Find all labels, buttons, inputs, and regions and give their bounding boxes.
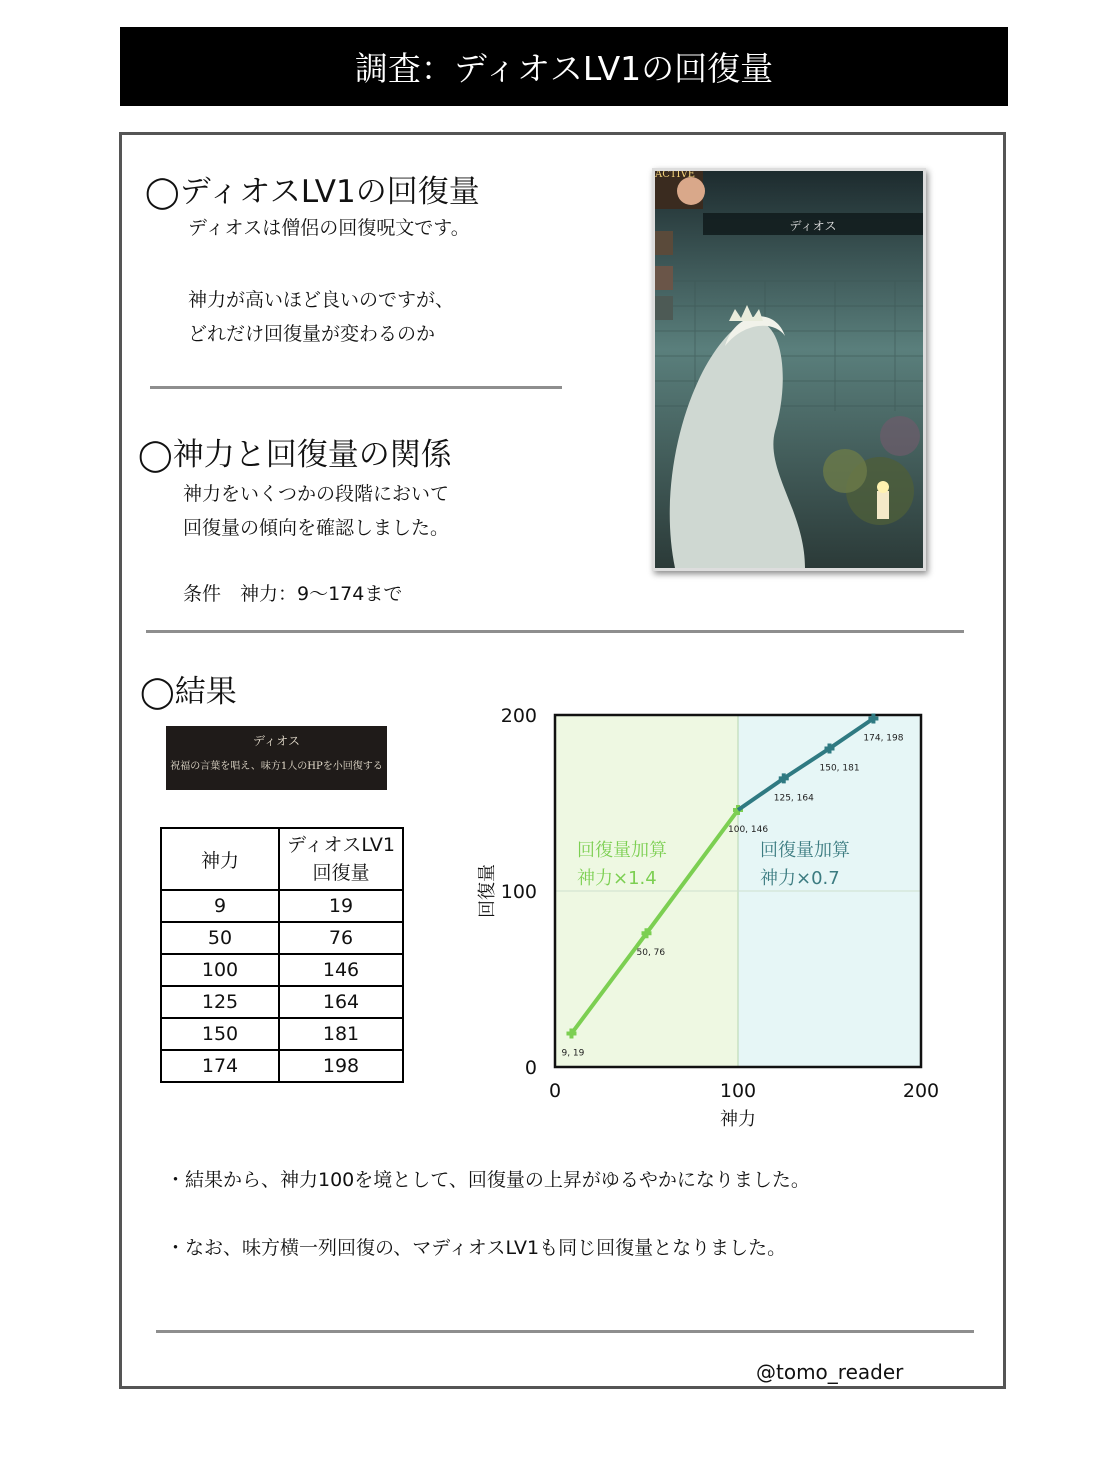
- table-cell: 125: [161, 986, 279, 1018]
- section-heading-relation: ◯神力と回復量の関係: [138, 437, 452, 473]
- active-label: ACTIVE: [655, 169, 696, 180]
- table-header-line: 回復量: [312, 862, 370, 884]
- divider: [150, 386, 562, 389]
- table-header-cell: 神力: [161, 828, 279, 890]
- result-note-2: ・なお、味方横一列回復の、マディオスLV1も同じ回復量となりました。: [166, 1237, 787, 1259]
- chart-data-label: 125, 164: [773, 793, 814, 804]
- chart-data-label: 9, 19: [561, 1048, 585, 1059]
- table-header-cell: [279, 828, 403, 890]
- table-cell: 9: [161, 890, 279, 922]
- chart-data-label: 150, 181: [819, 763, 860, 774]
- section-heading-results: ◯結果: [140, 674, 237, 710]
- table-cell: 76: [279, 922, 403, 954]
- chart-region-label: 回復量加算: [760, 839, 850, 861]
- divider: [156, 1330, 974, 1333]
- chart-data-label: 50, 76: [636, 948, 666, 959]
- page-title: 調査：ディオスLV1の回復量: [354, 49, 774, 88]
- chart-region-formula: 神力×1.4: [577, 867, 657, 889]
- section1-text-1: ディオスは僧侶の回復呪文です。: [188, 217, 470, 239]
- results-table: [160, 827, 404, 1083]
- author-handle: @tomo_reader: [756, 1360, 904, 1384]
- page-title-bar: [120, 27, 1008, 106]
- heal-amount-chart: [460, 690, 960, 1130]
- chart-y-tick-label: 0: [524, 1057, 537, 1079]
- divider: [146, 630, 964, 633]
- skill-card-title: ディオス: [253, 734, 300, 748]
- table-header-line: ディオスLV1: [287, 834, 395, 856]
- section-heading-dios-heal: ◯ディオスLV1の回復量: [145, 174, 480, 210]
- spell-name-banner: ディオス: [789, 219, 837, 233]
- chart-data-label: 100, 146: [728, 825, 769, 836]
- section2-text-2: 回復量の傾向を確認しました。: [183, 517, 450, 539]
- chart-y-tick-label: 100: [500, 881, 537, 903]
- table-row: [161, 922, 403, 954]
- skill-card-description: 祝福の言葉を唱え、味方1人のHPを小回復する: [170, 761, 383, 772]
- table-cell: 198: [279, 1050, 403, 1082]
- table-row: [161, 954, 403, 986]
- table-cell: 50: [161, 922, 279, 954]
- table-row: [161, 1018, 403, 1050]
- chart-x-tick-label: 100: [719, 1080, 757, 1102]
- skill-description-card: [166, 726, 387, 790]
- chart-region-label: 回復量加算: [577, 839, 667, 861]
- table-row: [161, 986, 403, 1018]
- chart-data-label: 174, 198: [863, 733, 904, 744]
- chart-x-axis-label: 神力: [720, 1109, 756, 1130]
- chart-y-axis-label: 回復量: [477, 864, 498, 918]
- section1-text-2: 神力が高いほど良いのですが、: [188, 289, 455, 311]
- table-cell: 150: [161, 1018, 279, 1050]
- table-header-row: [161, 828, 403, 890]
- chart-x-tick-label: 0: [548, 1080, 562, 1102]
- section2-text-1: 神力をいくつかの段階において: [183, 483, 450, 505]
- table-cell: 181: [279, 1018, 403, 1050]
- table-cell: 146: [279, 954, 403, 986]
- table-cell: 100: [161, 954, 279, 986]
- section1-text-3: どれだけ回復量が変わるのか: [188, 323, 436, 345]
- table-cell: 164: [279, 986, 403, 1018]
- table-cell: 19: [279, 890, 403, 922]
- condition-text: 条件 神力：9〜174まで: [183, 583, 403, 605]
- chart-region-formula: 神力×0.7: [760, 867, 840, 889]
- result-note-1: ・結果から、神力100を境として、回復量の上昇がゆるやかになりました。: [166, 1169, 810, 1191]
- table-cell: 174: [161, 1050, 279, 1082]
- game-screenshot: [652, 168, 926, 571]
- table-row: [161, 890, 403, 922]
- chart-x-tick-label: 200: [902, 1080, 940, 1102]
- table-row: [161, 1050, 403, 1082]
- chart-y-tick-label: 200: [500, 705, 537, 727]
